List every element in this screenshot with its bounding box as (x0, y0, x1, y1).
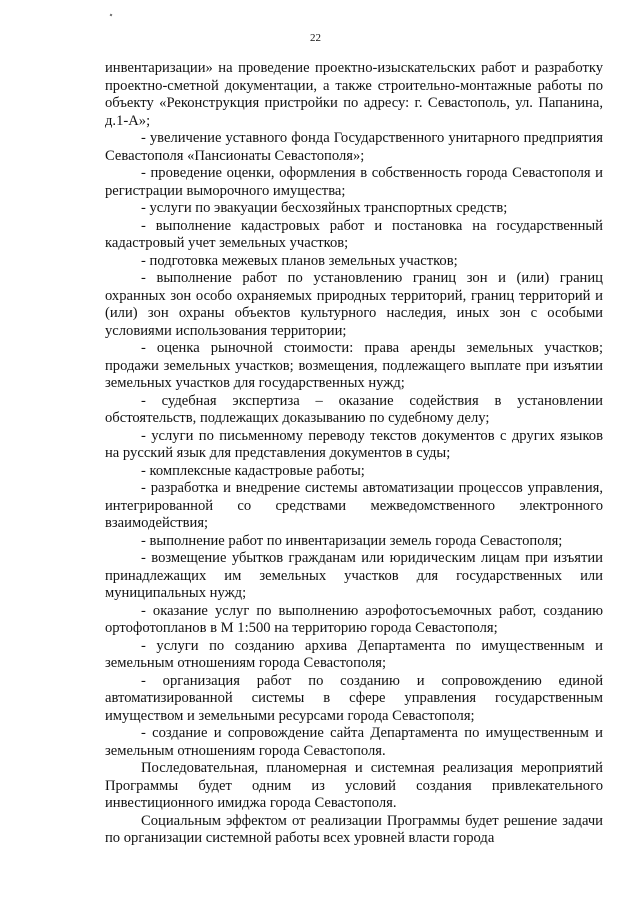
list-item: - возмещение убытков гражданам или юридическим лицам при изъятии принадлежащих им земельных участков для государственных или муниципальных нужд; (105, 550, 603, 601)
list-item: - организация работ по созданию и сопровождению единой автоматизированной системы в сфере управления государственным имуществом и земельными ресурсами города Севастополя; (105, 672, 603, 724)
page-number: 22 (310, 32, 321, 44)
list-item: - увеличение уставного фонда Государственного унитарного предприятия Севастополя «Пансионаты Севастополя»; (105, 130, 603, 164)
list-item: - выполнение работ по инвентаризации земель города Севастополя; (141, 532, 563, 549)
list-item: - выполнение кадастровых работ и постановка на государственный кадастровый учет земельных участков; (105, 217, 603, 251)
list-item: - разработка и внедрение системы автоматизации процессов управления, интегрированной со средствами межведомственного электронного взаимодействия; (105, 480, 603, 531)
document-body (105, 60, 603, 848)
paragraph: инвентаризации» на проведение проектно-изыскательских работ и разработку проектно-сметной документации, а также строительно-монтажные работы по объекту «Реконструкция пристройки по адресу: г. Севастополь, ул. Папанина, д.1-А»; (105, 60, 603, 129)
list-item: - выполнение работ по установлению границ зон и (или) границ охранных зон особо охраняемых природных территорий, границ территорий и (или) зон охраны объектов культурного наследия, иных зон с особыми условиями использования территории; (105, 270, 603, 339)
list-item: - оказание услуг по выполнению аэрофотосъемочных работ, созданию ортофотопланов в М 1:500 на территорию города Севастополя; (105, 602, 603, 636)
list-item: - подготовка межевых планов земельных участков; (141, 252, 458, 269)
list-item: - услуги по созданию архива Департамента по имущественным и земельным отношениям города Севастополя; (105, 637, 603, 671)
scan-speck (110, 14, 113, 17)
list-item: - создание и сопровождение сайта Департамента по имущественным и земельным отношениям города Севастополя. (105, 725, 603, 759)
list-item: - проведение оценки, оформления в собственность города Севастополя и регистрации выморочного имущества; (105, 165, 603, 199)
paragraph: Последовательная, планомерная и системная реализация мероприятий Программы будет одним из условий создания привлекательного инвестиционного имиджа города Севастополя. (105, 760, 603, 811)
paragraph: Социальным эффектом от реализации Программы будет решение задачи по организации системной работы всех уровней власти города (105, 812, 603, 846)
list-item: - оценка рыночной стоимости: права аренды земельных участков; продажи земельных участков; возмещения, подлежащего выплате при изъятии земельных участков для государственных нужд; (105, 340, 603, 391)
list-item: - услуги по эвакуации бесхозяйных транспортных средств; (141, 200, 508, 216)
list-item: - услуги по письменному переводу текстов документов с других языков на русский язык для представления документов в суды; (105, 427, 603, 461)
list-item: - судебная экспертиза – оказание содействия в установлении обстоятельств, подлежащих доказыванию по судебному делу; (105, 392, 603, 426)
list-item: - комплексные кадастровые работы; (141, 462, 365, 479)
